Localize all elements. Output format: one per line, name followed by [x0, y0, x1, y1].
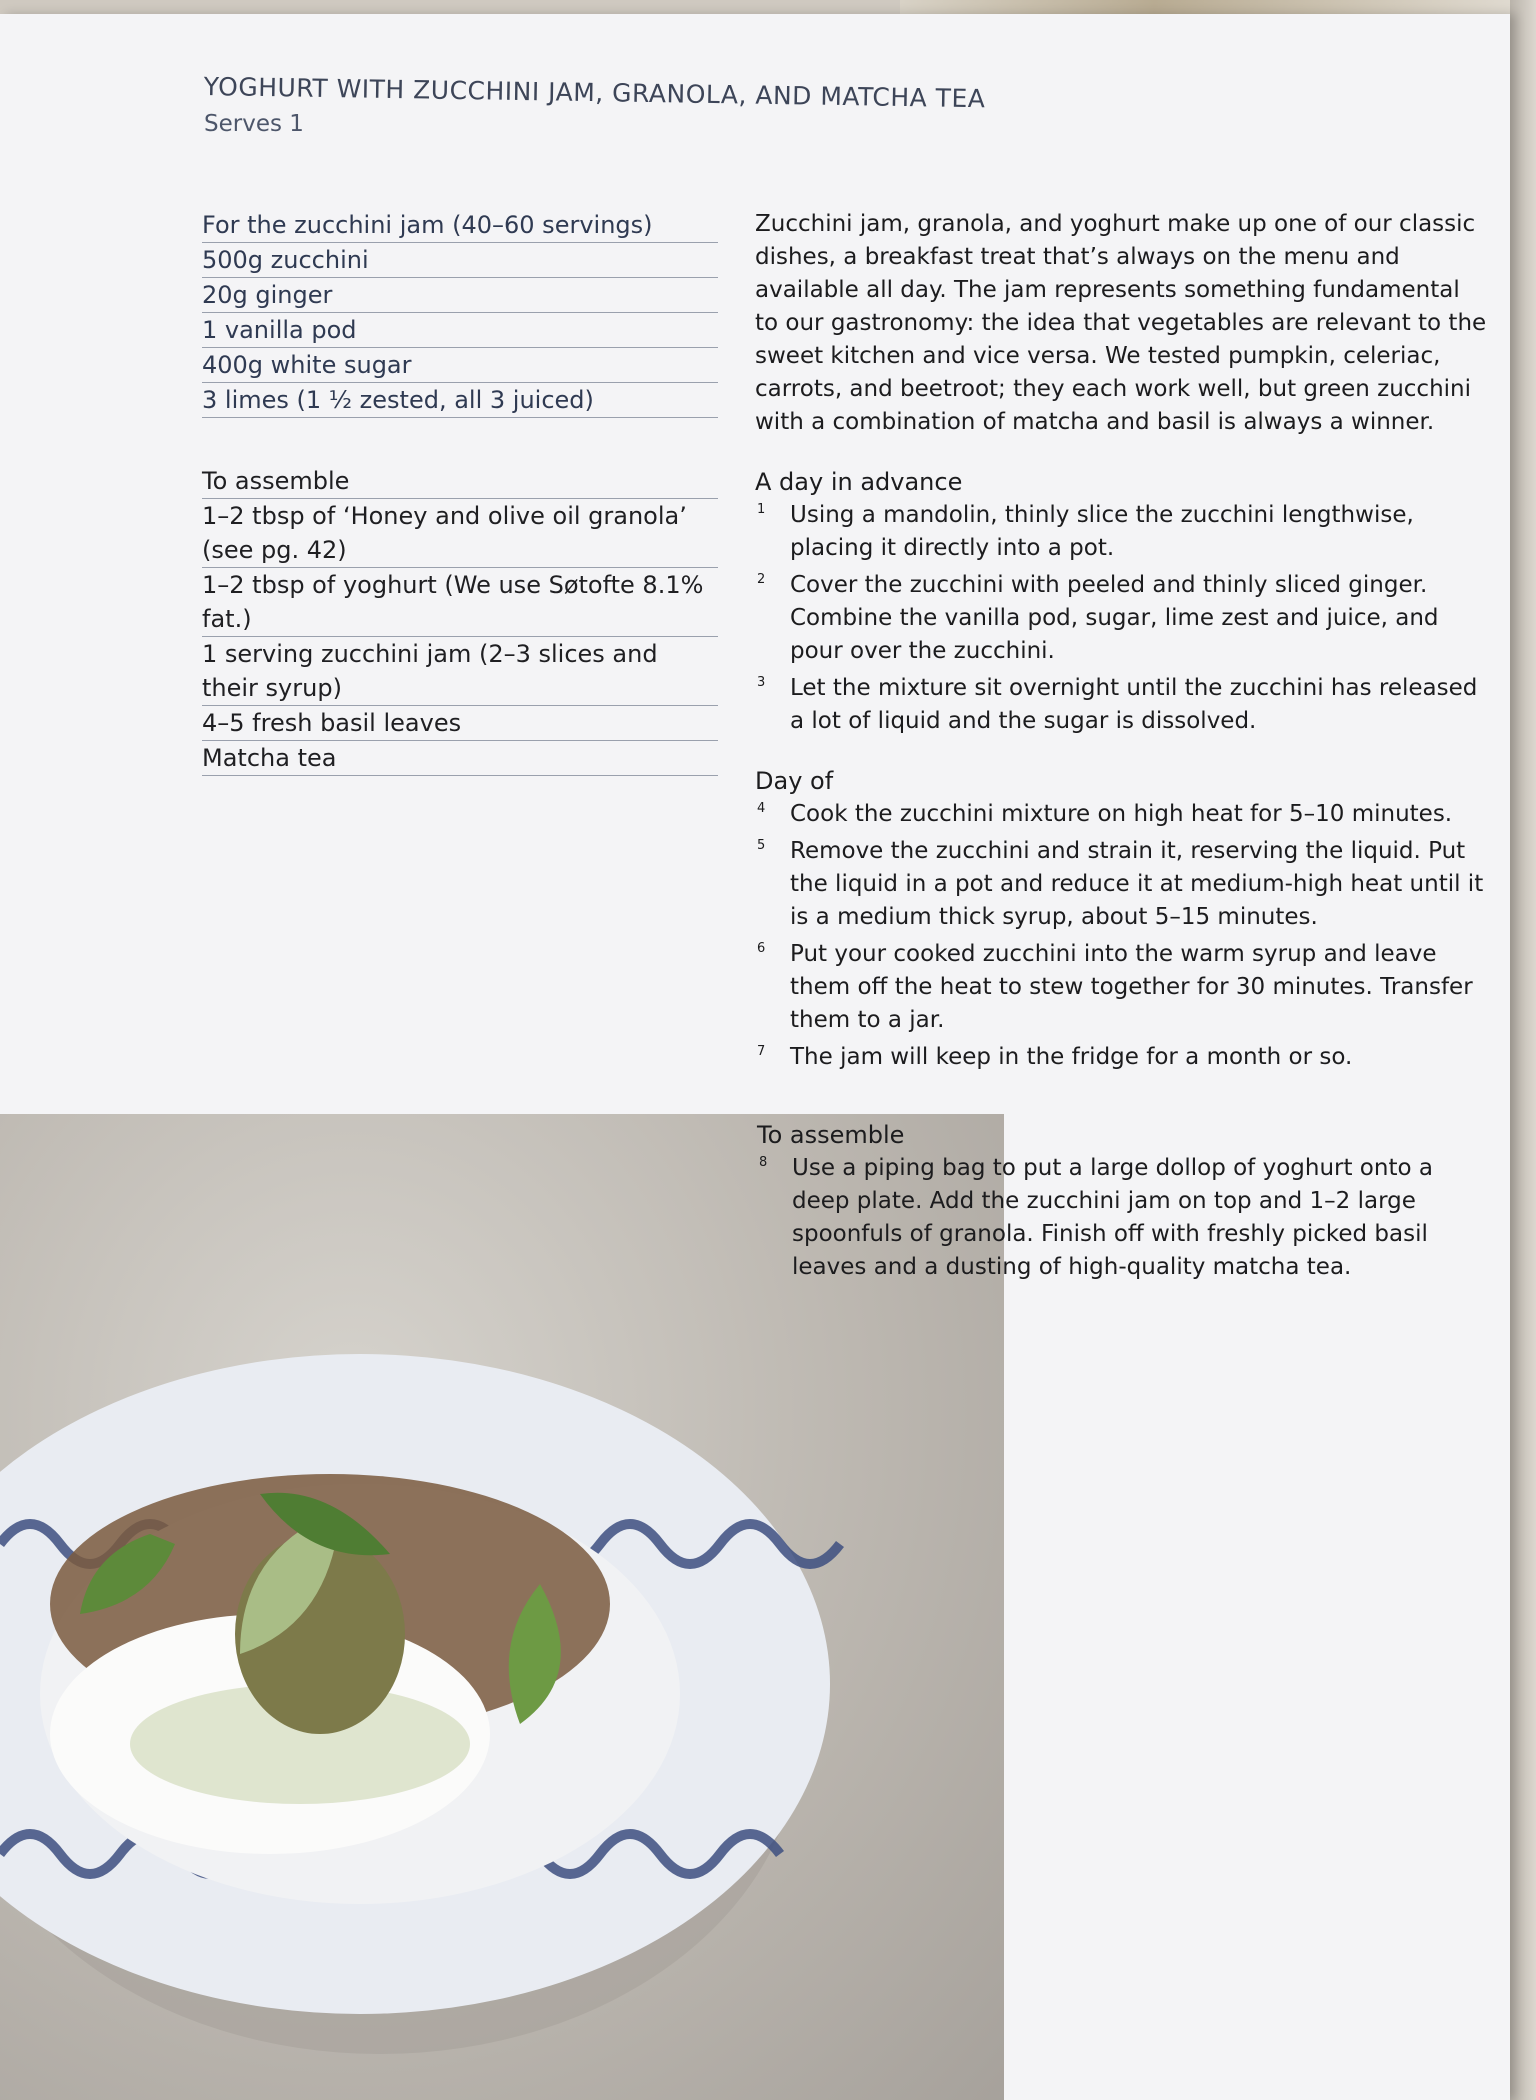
- ingredient-item: 500g zucchini: [202, 243, 718, 278]
- step-number: 7: [757, 1044, 766, 1059]
- step-number: 8: [759, 1155, 768, 1170]
- assemble-method: [757, 1118, 1492, 1288]
- step-number: 3: [757, 675, 766, 690]
- step-text: Remove the zucchini and strain it, reserving the liquid. Put the liquid in a pot and reduce it at medium-high heat until it is a medium thick syrup, about 5–15 minutes.: [790, 838, 1484, 930]
- method-step: [755, 798, 1490, 831]
- step-text: Put your cooked zucchini into the warm syrup and leave them off the heat to stew together for 30 minutes. Transfer them to a jar.: [790, 941, 1473, 1033]
- ingredient-item: 1–2 tbsp of yoghurt (We use Søtofte 8.1% fat.): [202, 568, 718, 637]
- step-text: Cover the zucchini with peeled and thinly sliced ginger. Combine the vanilla pod, sugar, lime zest and juice, and pour over the zucchini.: [790, 572, 1439, 664]
- step-text: Using a mandolin, thinly slice the zucchini lengthwise, placing it directly into a pot.: [790, 502, 1414, 561]
- ingredient-heading: To assemble: [202, 464, 718, 499]
- cookbook-page: [0, 14, 1510, 2100]
- ingredients-column: [202, 208, 718, 776]
- method-step: [755, 672, 1490, 738]
- recipe-title: YOGHURT WITH ZUCCHINI JAM, GRANOLA, AND MATCHA TEA: [203, 72, 986, 114]
- section-heading-day-in-advance: A day in advance: [755, 468, 963, 496]
- ingredient-item: 1 vanilla pod: [202, 313, 718, 348]
- step-number: 2: [757, 572, 766, 587]
- ingredient-item: Matcha tea: [202, 741, 718, 776]
- method-step: [755, 1041, 1490, 1074]
- book-page-edge: [1510, 0, 1536, 2100]
- method-step: [755, 499, 1490, 565]
- assemble-ingredient-list: [202, 464, 718, 776]
- method-step: [755, 569, 1490, 668]
- section-heading-to-assemble: To assemble: [757, 1121, 905, 1149]
- ingredient-item: 20g ginger: [202, 278, 718, 313]
- method-step: [755, 835, 1490, 934]
- ingredient-item: 4–5 fresh basil leaves: [202, 706, 718, 741]
- step-number: 5: [757, 838, 766, 853]
- method-step: [757, 1152, 1492, 1284]
- ingredient-item: 1–2 tbsp of ‘Honey and olive oil granola’ (see pg. 42): [202, 499, 718, 568]
- steps-day-of: [755, 798, 1490, 1074]
- method-step: [755, 938, 1490, 1037]
- step-text: Cook the zucchini mixture on high heat for 5–10 minutes.: [790, 801, 1453, 827]
- jam-ingredient-list: [202, 208, 718, 418]
- steps-day-in-advance: [755, 499, 1490, 738]
- step-number: 6: [757, 941, 766, 956]
- ingredient-heading: For the zucchini jam (40–60 servings): [202, 208, 718, 243]
- recipe-serves: Serves 1: [204, 111, 304, 137]
- ingredient-item: 1 serving zucchini jam (2–3 slices and their syrup): [202, 637, 718, 706]
- step-number: 1: [757, 502, 766, 517]
- step-number: 4: [757, 801, 766, 816]
- method-column: [755, 208, 1490, 1078]
- step-text: Use a piping bag to put a large dollop of yoghurt onto a deep plate. Add the zucchini jam on top and 1–2 large spoonfuls of granola. Finish off with freshly picked basil leaves and a dusting of high-quality matcha tea.: [792, 1155, 1433, 1280]
- ingredient-item: 400g white sugar: [202, 348, 718, 383]
- ingredient-item: 3 limes (1 ½ zested, all 3 juiced): [202, 383, 718, 418]
- steps-to-assemble: [757, 1152, 1492, 1284]
- recipe-intro: Zucchini jam, granola, and yoghurt make up one of our classic dishes, a breakfast treat that’s always on the menu and available all day. The jam represents something fundamental to our gastronomy: the idea that vegetables are relevant to the sweet kitchen and vice versa. We tested pumpkin, celeriac, carrots, and beetroot; they each work well, but green zucchini with a combination of matcha and basil is always a winner.: [755, 211, 1487, 435]
- step-text: The jam will keep in the fridge for a month or so.: [790, 1044, 1353, 1070]
- step-text: Let the mixture sit overnight until the zucchini has released a lot of liquid and the sugar is dissolved.: [790, 675, 1478, 734]
- section-heading-day-of: Day of: [755, 767, 834, 795]
